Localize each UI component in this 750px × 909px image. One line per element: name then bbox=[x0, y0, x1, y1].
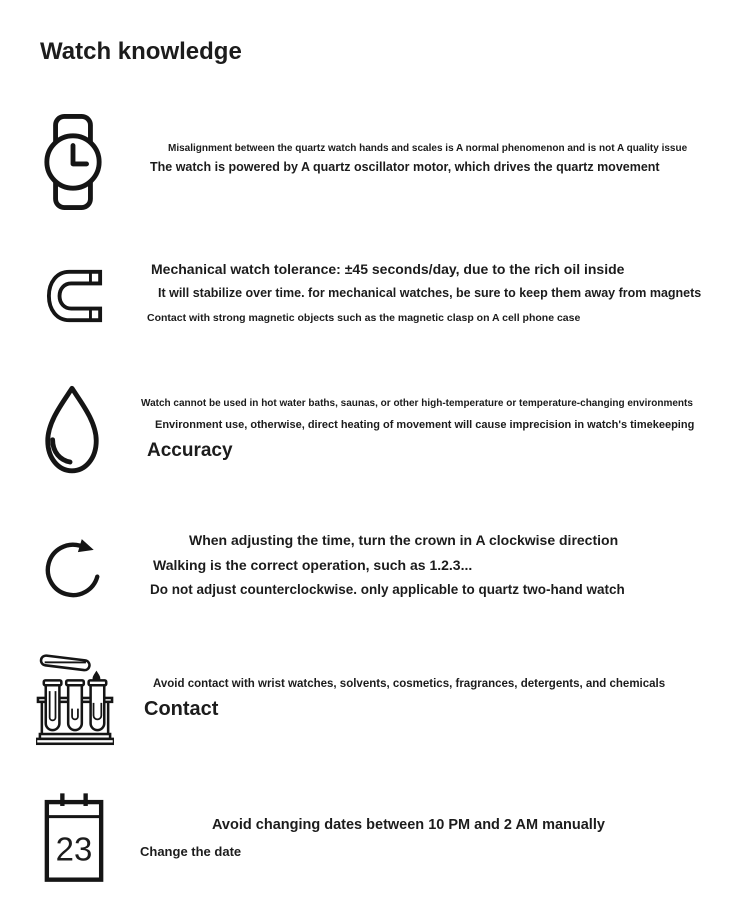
temperature-note: Environment use, otherwise, direct heating of movement will cause imprecision in watch's timekeeping bbox=[155, 419, 695, 431]
walking-note: Walking is the correct operation, such as 1.2.3... bbox=[153, 557, 473, 573]
chemicals-note: Avoid contact with wrist watches, solvents, cosmetics, fragrances, detergents, and chemicals bbox=[153, 678, 666, 690]
watch-icon bbox=[42, 112, 104, 212]
tolerance-note: It will stabilize over time. for mechanical watches, be sure to keep them away from magnets bbox=[158, 286, 702, 300]
quartz-note-small: Misalignment between the quartz watch hands and scales is A normal phenomenon and is not A quality issue bbox=[168, 143, 688, 154]
magnet-contact-note: Contact with strong magnetic objects such as the magnetic clasp on A cell phone case bbox=[147, 312, 581, 324]
tolerance-headline: Mechanical watch tolerance: ±45 seconds/day, due to the rich oil inside bbox=[151, 261, 625, 277]
quartz-note-main: The watch is powered by A quartz oscillator motor, which drives the quartz movement bbox=[150, 160, 660, 174]
page-title: Watch knowledge bbox=[40, 38, 242, 65]
water-drop-icon bbox=[40, 383, 104, 480]
counterclockwise-warning: Do not adjust counterclockwise. only applicable to quartz two-hand watch bbox=[150, 582, 625, 597]
date-change-heading: Change the date bbox=[140, 844, 242, 859]
calendar-icon bbox=[42, 791, 106, 883]
contact-heading: Contact bbox=[144, 698, 219, 720]
temperature-note-small: Watch cannot be used in hot water baths, saunas, or other high-temperature or temperature-changing environments bbox=[141, 398, 693, 409]
accuracy-heading: Accuracy bbox=[147, 440, 233, 461]
calendar-day-number: 23 bbox=[55, 830, 93, 868]
magnet-icon bbox=[46, 268, 104, 324]
crown-clockwise-note: When adjusting the time, turn the crown in A clockwise direction bbox=[189, 532, 619, 548]
date-change-warning: Avoid changing dates between 10 PM and 2 AM manually bbox=[212, 817, 605, 833]
clockwise-arrow-icon bbox=[44, 527, 106, 605]
test-tubes-icon bbox=[36, 646, 114, 746]
